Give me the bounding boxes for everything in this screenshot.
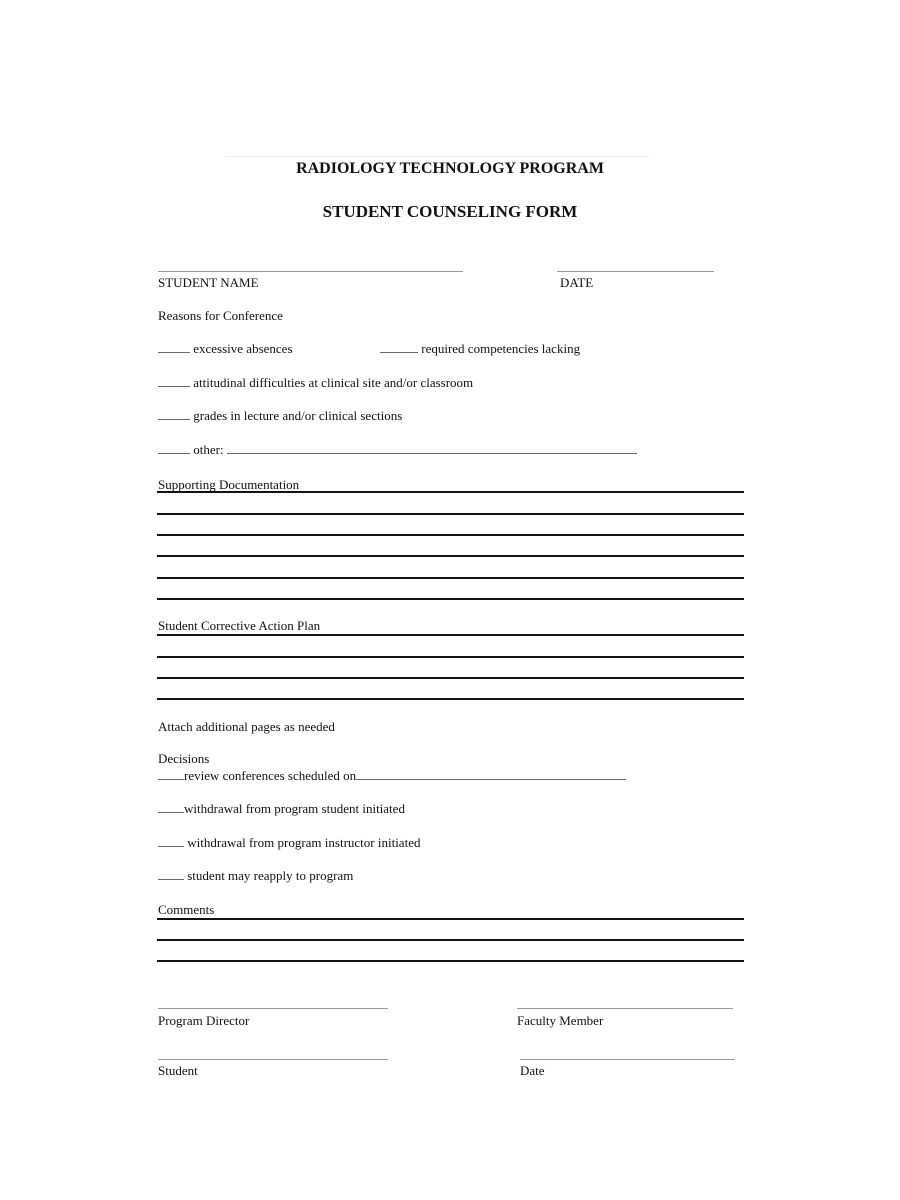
date-line[interactable] bbox=[557, 271, 714, 272]
student-name-label: STUDENT NAME bbox=[158, 275, 259, 290]
comments-line[interactable] bbox=[157, 960, 744, 962]
reason-other bbox=[158, 442, 637, 458]
student-name-line[interactable] bbox=[158, 271, 463, 272]
decision-label: withdrawal from program student initiated bbox=[184, 801, 405, 816]
reason-label: attitudinal difficulties at clinical site and/or classroom bbox=[193, 375, 474, 390]
decisions-heading: Decisions bbox=[158, 751, 210, 766]
checkbox-blank[interactable] bbox=[158, 812, 184, 813]
reason-label: excessive absences bbox=[193, 341, 293, 356]
checkbox-blank[interactable] bbox=[158, 879, 184, 880]
reason-attitudinal bbox=[158, 375, 473, 391]
supporting-line[interactable] bbox=[157, 577, 744, 579]
checkbox-blank[interactable] bbox=[158, 779, 184, 780]
decision-label: student may reapply to program bbox=[187, 868, 354, 883]
decision-withdrawal-instructor bbox=[158, 835, 420, 851]
comments-line[interactable] bbox=[157, 918, 744, 920]
decision-label: withdrawal from program instructor initiated bbox=[187, 835, 421, 850]
reasons-heading: Reasons for Conference bbox=[158, 308, 283, 323]
date-label: DATE bbox=[560, 275, 594, 290]
review-date-line[interactable] bbox=[356, 779, 626, 780]
checkbox-blank[interactable] bbox=[158, 453, 190, 454]
reason-label: grades in lecture and/or clinical sections bbox=[193, 408, 403, 423]
reason-grades bbox=[158, 408, 402, 424]
faculty-member-signature-line[interactable] bbox=[517, 1008, 733, 1009]
checkbox-blank[interactable] bbox=[158, 386, 190, 387]
action-plan-line[interactable] bbox=[157, 698, 744, 700]
decision-reapply bbox=[158, 868, 353, 884]
decision-review bbox=[158, 768, 626, 784]
decision-label: review conferences scheduled on bbox=[184, 768, 357, 783]
reason-excessive-absences bbox=[158, 341, 293, 357]
other-text-line[interactable] bbox=[227, 453, 637, 454]
student-signature-line[interactable] bbox=[158, 1059, 388, 1060]
decision-withdrawal-student bbox=[158, 801, 405, 817]
comments-heading: Comments bbox=[158, 902, 215, 917]
checkbox-blank[interactable] bbox=[158, 846, 184, 847]
supporting-line[interactable] bbox=[157, 513, 744, 515]
signature-date-line[interactable] bbox=[520, 1059, 735, 1060]
action-plan-line[interactable] bbox=[157, 656, 744, 658]
student-signature-label: Student bbox=[158, 1063, 198, 1078]
program-title: RADIOLOGY TECHNOLOGY PROGRAM bbox=[296, 160, 604, 177]
signature-date-label: Date bbox=[520, 1063, 545, 1078]
comments-line[interactable] bbox=[157, 939, 744, 941]
action-plan-line[interactable] bbox=[157, 677, 744, 679]
top-divider bbox=[225, 156, 650, 157]
reason-competencies bbox=[380, 341, 580, 357]
checkbox-blank[interactable] bbox=[158, 419, 190, 420]
reason-label: required competencies lacking bbox=[421, 341, 581, 356]
form-title: STUDENT COUNSELING FORM bbox=[322, 202, 578, 221]
faculty-member-label: Faculty Member bbox=[517, 1013, 604, 1028]
supporting-line[interactable] bbox=[157, 555, 744, 557]
supporting-line[interactable] bbox=[157, 598, 744, 600]
checkbox-blank[interactable] bbox=[158, 352, 190, 353]
program-director-label: Program Director bbox=[158, 1013, 250, 1028]
supporting-heading: Supporting Documentation bbox=[158, 477, 300, 492]
supporting-line[interactable] bbox=[157, 491, 744, 493]
reason-label: other: bbox=[193, 442, 224, 457]
action-plan-heading: Student Corrective Action Plan bbox=[158, 618, 321, 633]
action-plan-line[interactable] bbox=[157, 634, 744, 636]
attach-note: Attach additional pages as needed bbox=[158, 719, 335, 734]
program-director-signature-line[interactable] bbox=[158, 1008, 388, 1009]
supporting-line[interactable] bbox=[157, 534, 744, 536]
checkbox-blank[interactable] bbox=[380, 352, 418, 353]
